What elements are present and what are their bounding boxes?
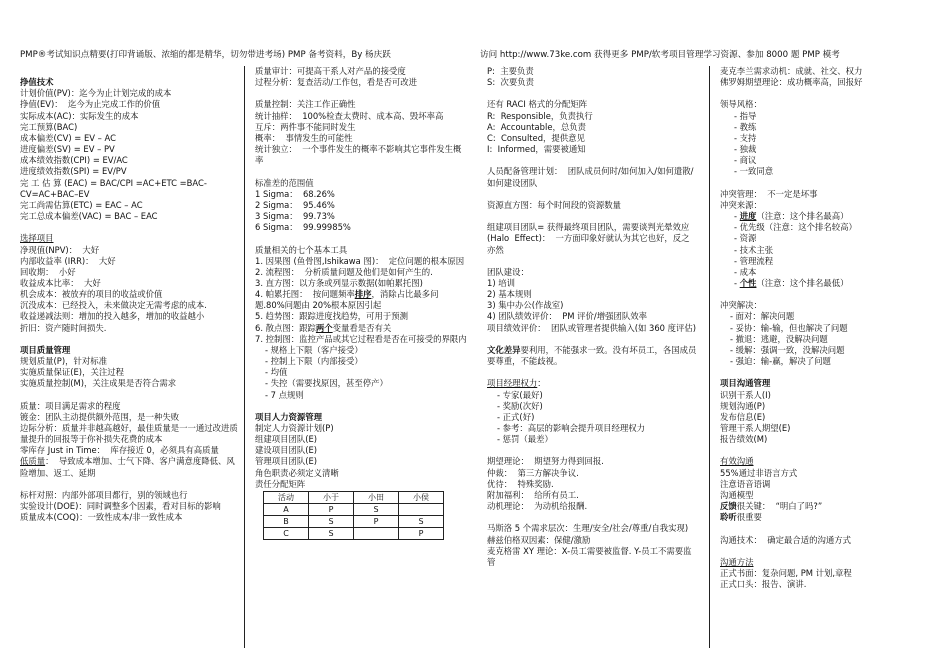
list-item: 仲裁： 第三方解决争议.	[487, 467, 579, 478]
list-item: S: 次要负责	[487, 77, 534, 88]
list-item: 识别干系人(I)	[720, 389, 771, 400]
list-item: 挣值(EV)： 迄今为止完成工作的价值	[20, 99, 161, 110]
list-item: 机会成本：被放弃的项目的收益或价值	[20, 289, 163, 300]
list-item: 内部收益率 (IRR)： 大好	[20, 255, 116, 266]
list-item: 3) 集中办公(作战室)	[487, 300, 564, 311]
list-item	[255, 88, 467, 99]
table-cell: S	[309, 515, 354, 527]
list-item: - 商议	[734, 155, 757, 166]
list-item: 正式口头：报告、演讲.	[720, 579, 807, 590]
list-item: - 妥协：输-输，但也解决了问题	[730, 322, 848, 333]
earned-value-list	[20, 88, 240, 222]
listening-text: 很重要	[736, 512, 762, 523]
list-item	[487, 445, 697, 456]
list-item: 附加福利： 给所有员工.	[487, 489, 579, 500]
list-item: - 均值	[265, 367, 288, 378]
comm-method-title: 沟通方法	[720, 556, 754, 567]
table-cell	[399, 503, 444, 515]
list-item: 沟通模型	[720, 489, 754, 500]
pareto-line	[255, 289, 467, 311]
list-item: 马斯洛 5 个需求层次：生理/安全/社会/尊重/自我实现)	[487, 523, 689, 534]
hr-detail-list	[487, 66, 697, 345]
feedback-text: 很关键： “明白了吗?”	[736, 501, 823, 512]
column-divider-1	[244, 66, 245, 648]
list-item: C: Consulted，提供意见	[487, 132, 585, 143]
list-item: I: Informed，需要被通知	[487, 144, 586, 155]
conflict-title: 冲突管理： 不一定是坏事	[720, 188, 818, 199]
list-item: 质量控制：关注工作正确性	[255, 99, 356, 110]
list-item: - 强迫：输-赢，解决了问题	[730, 356, 831, 367]
list-item: 标杆对照：内部外部项目都行，别的领域也行	[20, 489, 188, 500]
column-divider-3	[709, 66, 710, 648]
list-item	[720, 501, 940, 512]
effective-comm-list	[720, 468, 940, 524]
list-item: - 教练	[734, 121, 757, 132]
culture-bold: 文化差异	[487, 344, 521, 355]
page-header-left: PMP®考试知识点精要(打印背诵版、浓缩的都是精华，切勿带进考场) PMP 备考资料，By 杨庆跃	[20, 50, 391, 60]
list-item	[487, 155, 697, 166]
pareto-emphasis: 排序	[354, 289, 372, 300]
list-item	[20, 479, 240, 490]
list-item: 概率： 事情发生的可能性	[255, 132, 353, 143]
list-item: 收益递减法则：增加的投入越多，增加的收益越小	[20, 311, 205, 322]
list-item: 实施质量保证(E)，关注过程	[20, 367, 124, 378]
list-item: 进度绩效指数(SPI) = EV/PV	[20, 166, 127, 177]
table-cell: A	[264, 503, 309, 515]
list-item: - 指导	[734, 110, 757, 121]
list-item: 1) 培训	[487, 277, 516, 288]
list-item: 成本绩效指数(CPI) = EV/AC	[20, 155, 128, 166]
list-item	[487, 189, 697, 200]
list-item: 管理干系人期望(E)	[720, 423, 791, 433]
list-item: - 规格上下限（客户接受）	[265, 344, 363, 355]
conflict-source-title: 冲突来源：	[720, 199, 762, 210]
comm-tech-line: 沟通技术： 确定最合适的沟通方式	[720, 534, 851, 545]
list-item	[720, 278, 940, 289]
list-item: 5. 趋势图：跟踪进度找趋势，可用于预测	[255, 311, 409, 322]
list-item: 完工预算(BAC)	[20, 121, 78, 132]
list-item: - 成本	[734, 266, 757, 277]
list-item: R: Responsible，负责执行	[487, 110, 593, 121]
hr-title: 项目人力资源管理	[255, 411, 322, 422]
list-item: 2 Sigma： 95.46%	[255, 199, 335, 210]
listening-bold: 聆听	[720, 512, 737, 523]
list-item: 互斥：两件事不能同时发生	[255, 121, 356, 132]
pareto-text-c: ，消除占比最多问题.80%问题由 20%根本原因引起	[255, 289, 439, 311]
list-item: 优待： 特殊奖励.	[487, 478, 554, 489]
list-item: - 奖励(次好)	[497, 400, 543, 411]
list-item: 4) 团队绩效评价： PM 评价/增强团队效率	[487, 311, 647, 322]
list-item: 标准差的范围值	[255, 177, 314, 188]
table-cell: C	[264, 527, 309, 539]
scatter-text-a: 6. 散点图：跟踪	[255, 322, 316, 333]
list-item: - 惩罚（最差）	[497, 434, 553, 445]
list-item: 还有 RACI 格式的分配矩阵	[487, 99, 588, 110]
list-item: 回收期： 小好	[20, 266, 76, 277]
list-item: - 面对：解决问题	[730, 311, 795, 322]
list-item	[720, 512, 940, 523]
list-item: 资源直方图：每个时间段的资源数量	[487, 199, 621, 210]
list-item: 3. 直方图：以方条或列显示数据(如帕累托图)	[255, 277, 423, 288]
list-item: - 7 点规则	[265, 389, 304, 400]
conflict-source-list	[720, 211, 940, 289]
list-item: 实验设计(DOE)：同时调整多个因素，看对目标的影响	[20, 501, 221, 512]
list-item: 1 Sigma： 68.26%	[255, 188, 335, 199]
table-cell: B	[264, 515, 309, 527]
column-3	[487, 66, 697, 568]
table-row	[264, 515, 444, 527]
pareto-text-a: 4. 帕累托图： 按问题频率	[255, 289, 355, 300]
source-note: （注意：这个排名最高）	[756, 211, 849, 222]
list-item: - 参考：高层的影响会提升项目经理权力	[497, 423, 646, 433]
list-item: 完工总成本偏差(VAC) = BAC – EAC	[20, 211, 158, 222]
list-item: 零库存 Just in Time： 库存接近 0，必须具有高质量	[20, 445, 219, 456]
table-cell: S	[354, 503, 399, 515]
table-row	[264, 527, 444, 539]
list-item	[20, 390, 240, 401]
list-item	[487, 512, 697, 523]
table-header-cell: 小田	[354, 491, 399, 503]
list-item	[720, 211, 940, 222]
list-item: 规划质量(P)，针对标准	[20, 356, 107, 367]
list-item: 2. 流程图： 分析质量问题及他们是如何产生的.	[255, 266, 433, 277]
low-quality-line	[20, 456, 240, 478]
list-item: - 优先级（注意：这个排名较高）	[734, 222, 857, 233]
list-item: 55%通过非语言方式	[720, 467, 798, 478]
list-item: 人员配备管理计划： 团队成员何时/如何加入/如何遣散/如何建设团队	[487, 166, 694, 188]
source-personality: 个性	[739, 277, 757, 288]
list-item: 项目绩效评价： 团队或管理者提供输入(如 360 度评估)	[487, 322, 697, 333]
list-item: - 正式(好)	[497, 411, 535, 422]
quality-detail-list	[255, 66, 467, 401]
low-quality-text: ： 导致成本增加、士气下降、客户满意度降低、风险增加、返工、延期	[20, 456, 235, 478]
list-item: 实际成本(AC)：实际发生的成本	[20, 110, 139, 121]
list-item: 净现值(NPV)： 大好	[20, 244, 100, 255]
list-item: - 失控（需要找原因，甚至停产）	[265, 378, 388, 389]
list-item	[487, 334, 697, 345]
list-item	[487, 211, 697, 222]
resolve-list	[720, 311, 940, 367]
dash: -	[734, 277, 740, 288]
motivation-list	[487, 445, 697, 568]
list-item: 规划沟通(P)	[720, 400, 766, 411]
list-item: 折旧：资产随时间损失.	[20, 322, 107, 333]
list-item: 制定人力资源计划(P)	[255, 423, 334, 433]
column-4	[720, 66, 940, 590]
motivation-cont-list	[720, 66, 940, 111]
dash: -	[734, 211, 740, 222]
leadership-list	[720, 111, 940, 178]
effective-comm-title: 有效沟通	[720, 456, 754, 467]
list-item: 进度偏差(SV) = EV – PV	[20, 144, 115, 155]
list-item: 角色职责必须定义清晰	[255, 467, 339, 478]
list-item: 质量相关的七个基本工具	[255, 244, 348, 255]
power-title: 项目经理权力	[487, 378, 538, 389]
table-header-cell: 活动	[264, 491, 309, 503]
matrix-label: 责任分配矩阵	[255, 478, 306, 489]
list-item: 6 Sigma： 99.99985%	[255, 222, 351, 233]
source-schedule: 进度	[739, 211, 757, 222]
list-item: 注意语音语调	[720, 478, 771, 489]
list-item: 麦克格雷 XY 理论：X-员工需要被监督. Y-员工不需要监管	[487, 545, 692, 567]
table-cell	[354, 527, 399, 539]
list-item: 麦克李兰需求动机：成就、社交、权力	[720, 66, 863, 76]
list-item: 7. 控制图：监控产品或其它过程看是否在可接受的界限内	[255, 333, 467, 344]
select-project-list	[20, 245, 240, 334]
list-item: 质量：项目满足需求的程度	[20, 400, 121, 411]
list-item: 统计抽样： 100%检查太费时、成本高、毁坏率高	[255, 110, 444, 121]
list-item: 质量审计：可提高干系人对产品的接受度	[255, 66, 406, 76]
list-item: - 资源	[734, 233, 757, 244]
list-item: P: 主要负责	[487, 66, 534, 76]
table-cell: S	[399, 515, 444, 527]
column-1	[20, 66, 240, 523]
feedback-bold: 反馈	[720, 501, 737, 512]
power-title-line	[487, 378, 697, 389]
list-item	[487, 256, 697, 267]
responsibility-matrix	[263, 491, 444, 540]
table-row	[264, 503, 444, 515]
table-header-cell: 小于	[309, 491, 354, 503]
culture-text: 要利用，不能强求一致。没有坏员工，各国成员要尊重，不能歧视。	[487, 344, 697, 367]
list-item: 赫兹伯格双因素：保健/激励	[487, 534, 591, 545]
list-item: 2) 基本规则	[487, 289, 532, 300]
low-quality-label: 低质量	[20, 456, 46, 467]
quality-title: 项目质量管理	[20, 344, 71, 355]
table-cell: P	[399, 527, 444, 539]
list-item: 管理项目团队(E)	[255, 456, 318, 467]
table-cell: P	[354, 515, 399, 527]
list-item: 团队建设：	[487, 266, 529, 277]
list-item: 组建项目团队= 获得最终项目团队，需要谈判光晕效应(Halo Effect)： 一方面印象好就认为其它也好，反之亦然	[487, 222, 690, 255]
communication-list	[720, 390, 940, 446]
page-header-right: 访问 http://www.73ke.com 获得更多 PMP/软考项目管理学习资源、参加 8000 题 PMP 模考	[480, 50, 840, 60]
resolve-title: 冲突解决：	[720, 300, 762, 311]
list-item: 3 Sigma： 99.73%	[255, 211, 335, 222]
scatter-text-c: 变量看是否有关	[332, 322, 392, 333]
list-item: 边际分析：质量并非越高越好，最佳质量是一一通过改进质量提升的回报等于你补损失花费的成本	[20, 423, 238, 445]
list-item: 完工尚需估算(ETC) = EAC – AC	[20, 199, 143, 210]
list-item: - 管理流程	[734, 255, 774, 266]
scatter-line	[255, 323, 467, 334]
list-item: - 技术主张	[734, 244, 774, 255]
list-item: 统计独立： 一个事件发生的概率不影响其它事件发生概率	[255, 144, 462, 166]
list-item: - 控制上下限（内部接受）	[265, 356, 363, 367]
list-item	[255, 233, 467, 244]
hr-list	[255, 423, 467, 490]
column-2	[255, 66, 467, 540]
table-header-row	[264, 491, 444, 503]
list-item: - 支持	[734, 132, 757, 143]
list-item: 计划价值(PV)：迄今为止计划完成的成本	[20, 88, 172, 99]
quality-list	[20, 356, 240, 523]
earned-value-title: 挣值技术	[20, 77, 54, 88]
list-item: 质量成本(COQ)：一致性成本/非一致性成本	[20, 512, 183, 523]
list-item: 正式书面：复杂问题, PM 计划,章程	[720, 568, 852, 579]
list-item: 建设项目团队(E)	[255, 445, 318, 456]
list-item: - 撤退：逃避，没解决问题	[730, 333, 828, 344]
scatter-emphasis: 两个	[315, 322, 333, 333]
list-item: 实施质量控制(M)，关注成果是否符合需求	[20, 378, 177, 389]
culture-line	[487, 345, 697, 367]
list-item: 报告绩效(M)	[720, 434, 768, 445]
list-item: - 一致同意	[734, 166, 774, 177]
list-item: 组建项目团队(E)	[255, 434, 318, 445]
list-item: 镀金：团队主动提供额外范围，是一种失败	[20, 411, 180, 422]
list-item: 期望理论： 期望努力得到回报.	[487, 456, 604, 467]
list-item: A: Accountable，总负责	[487, 121, 586, 132]
table-header-cell: 小侯	[399, 491, 444, 503]
list-item: 发布信息(E)	[720, 411, 766, 422]
list-item: 佛罗姆期望理论：成功概率高，回报好	[720, 77, 863, 88]
table-cell: S	[309, 527, 354, 539]
list-item: 1. 因果图 (鱼骨图,Ishikawa 图)： 定位问题的根本原因	[255, 255, 465, 266]
power-colon: ：	[537, 378, 546, 389]
list-item: 过程分析：复查活动/工作包，看是否可改进	[255, 77, 417, 88]
list-item: 动机理论： 为动机给报酬.	[487, 501, 588, 512]
list-item	[487, 88, 697, 99]
select-project-title: 选择项目	[20, 233, 54, 244]
list-item: - 专家(最好)	[497, 389, 543, 400]
list-item: 成本偏差(CV) = EV – AC	[20, 132, 116, 143]
list-item: - 独裁	[734, 144, 757, 155]
list-item: 领导风格：	[720, 99, 762, 110]
list-item	[720, 88, 940, 99]
table-cell: P	[309, 503, 354, 515]
list-item: 完 工 估 算 (EAC) = BAC/CPI =AC+ETC =BAC-CV=AC+BAC–EV	[20, 177, 207, 199]
list-item: - 缓解：强调一致，没解决问题	[730, 344, 845, 355]
list-item: 沉没成本：已经投入，未来做决定无需考虑的成本.	[20, 300, 207, 311]
source-note: （注意：这个排名最低）	[756, 277, 849, 288]
power-list	[487, 390, 697, 446]
list-item: 收益成本比率： 大好	[20, 277, 101, 288]
communication-title: 项目沟通管理	[720, 378, 771, 389]
list-item	[255, 166, 467, 177]
